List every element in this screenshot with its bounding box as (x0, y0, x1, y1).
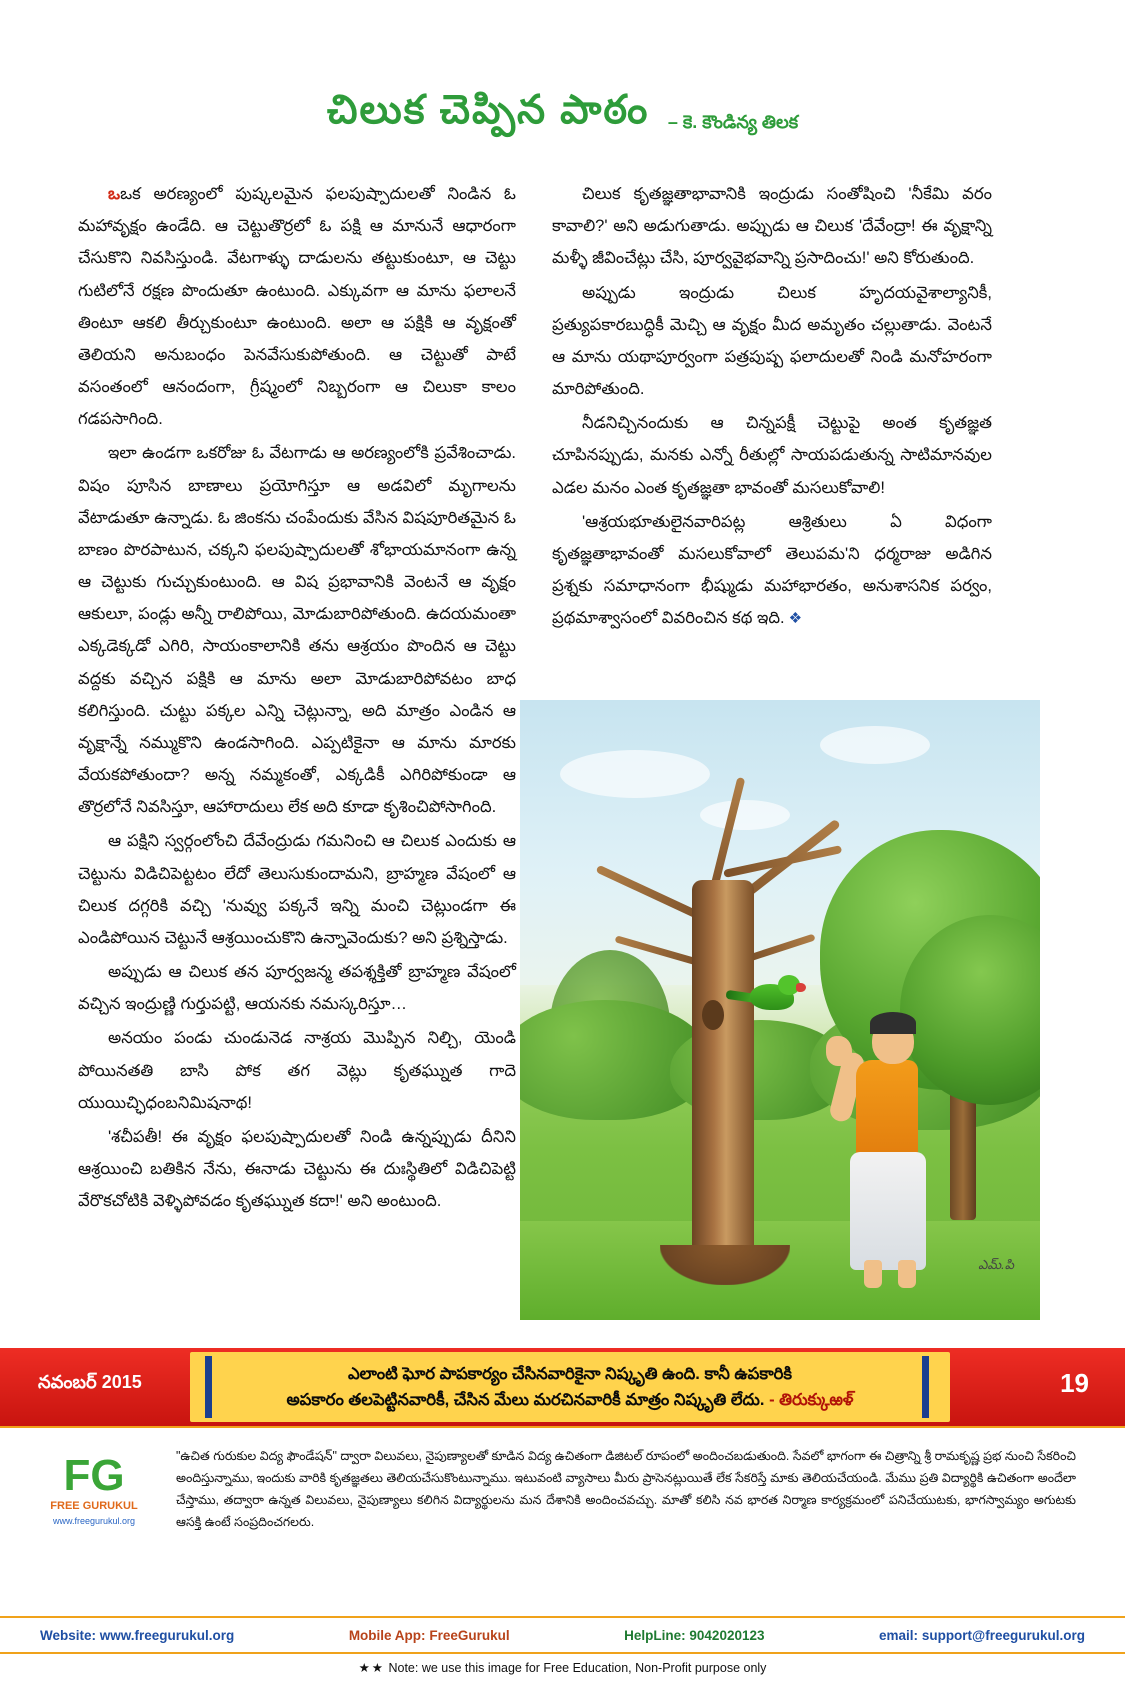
page-number: 19 (1060, 1368, 1089, 1398)
contact-email-value[interactable]: support@freegurukul.org (921, 1628, 1085, 1643)
quote-line-1: ఎలాంటి ఘోర పాపకార్యం చేసినవారికైనా నిష్కృతి ఉంది. కానీ ఉపకారికి (347, 1364, 793, 1383)
contact-helpline-label: HelpLine: (624, 1628, 686, 1643)
paragraph (78, 178, 516, 435)
cloud (820, 726, 930, 764)
note-star-icon: ★★ (358, 1661, 385, 1675)
usage-note-text: Note: we use this image for Free Education, Non-Profit purpose only (388, 1661, 767, 1675)
parrot-beak (796, 983, 806, 992)
footer-divider (0, 1652, 1125, 1654)
quote-box (190, 1352, 950, 1422)
paragraph: 'శచీపతీ! ఈ వృక్షం ఫలపుష్పాదులతో నిండి ఉన్నప్పుడు దీనిని ఆశ్రయించి బతికిన నేను, ఈనాడు చెట్టును ఈ దుఃస్థితిలో విడిచిపెట్టి వేరొకచోటికి వెళ్ళిపోవడం కృతఘ్నుత కదా!' అని అంటుంది. (78, 1127, 516, 1211)
article-header (0, 88, 1125, 143)
article-column-right (552, 178, 992, 636)
cloud (700, 800, 790, 830)
paragraph: అప్పుడు ఆ చిలుక తన పూర్వజన్మ తపశ్శక్తితో బ్రాహ్మణ వేషంలో వచ్చిన ఇంద్రుణ్ణి గుర్తుపట్టి, ఆయనకు నమస్కరిస్తూ… (78, 963, 516, 1014)
contact-website-label: Website: (40, 1628, 97, 1643)
drop-cap: ఒ (108, 185, 121, 203)
boy-hair (870, 1012, 916, 1034)
logo-url: www.freegurukul.org (52, 1516, 136, 1526)
page-title: చిలుక చెప్పిన పాఠం (326, 88, 650, 132)
paragraph: చిలుక కృతజ్ఞతాభావానికి ఇంద్రుడు సంతోషించి 'నీకేమి వరం కావాలి?' అని అడుగుతాడు. అప్పుడు ఆ చిలుక 'దేవేంద్రా! ఈ వృక్షాన్ని మళ్ళీ జీవించేట్లు చేసి, పూర్వవైభవాన్ని ప్రసాదించు!' అని కోరుతుంది. (552, 185, 992, 268)
end-mark: ❖ (788, 610, 803, 628)
footer-description: "ఉచిత గురుకుల విద్య ఫౌండేషన్" ద్వారా విలువలు, నైపుణ్యాలతో కూడిన విద్య ఉచితంగా డిజిటల్ రూపంలో అందించబడుతుంది. సేవలో భాగంగా ఈ చిత్రాన్ని శ్రీ రామకృష్ణ ప్రభ నుంచి సేకరించి అందిస్తున్నాము, ఇందుకు వారికి కృతజ్ఞతలు తెలియచేసుకొంటున్నాము. ఇటువంటి వ్యాసాలు మీరు ప్రాసెనట్లుయితే లేక సేకరిస్తే మాకు తెలియచేయండి. మేము ప్రతి విద్యార్థికి ఉచితంగా అందేలా చేస్తాము, తద్వారా ఉన్నత విలువలు, నైపుణ్యాలు కలిగిన విద్యార్థులను మన దేశానికి అందించవచ్చు. మాతో కలిసి నవ భారత నిర్మాణ కార్యక్రమంలో పనిచేయుటకు, భాగస్వామ్యం అగుటకు ఆసక్తి ఉంటే సంప్రదించగలరు. (176, 1449, 1076, 1529)
quote-divider-left (205, 1356, 212, 1418)
article-illustration (520, 700, 1040, 1320)
contact-email[interactable] (879, 1628, 1085, 1643)
contact-bar (0, 1616, 1125, 1643)
trunk-hollow (702, 1000, 724, 1030)
logo-subtitle: FREE GURUKUL (50, 1500, 138, 1512)
logo-mark: FG (63, 1451, 125, 1500)
verse-quote: అనయం పండు చుండునెడ నాశ్రయ మొప్పిన నిల్చి, యెండి పోయినతతి బాసి పోక తగ వెట్లు కృతఘ్నుత గాదె యుయిచ్ఛిధంబనిమిషనాథ! (78, 1029, 516, 1112)
contact-website[interactable] (40, 1628, 234, 1643)
illustration-signature: ఎమ్.పి (978, 1257, 1014, 1272)
article-column-left (78, 178, 516, 1220)
cloud (560, 750, 710, 798)
quote-divider-right (922, 1356, 929, 1418)
article-author: – కె. కౌండిన్య తిలక (667, 112, 799, 132)
usage-note (0, 1660, 1125, 1675)
boy-foot (898, 1260, 916, 1288)
contact-helpline[interactable] (624, 1628, 764, 1643)
quote-text (286, 1361, 853, 1414)
contact-helpline-value[interactable]: 9042020123 (689, 1628, 765, 1643)
footer (0, 1426, 1125, 1704)
contact-app-value[interactable]: FreeGurukul (429, 1628, 510, 1643)
quote-author: - తిరుక్కుఱళ్ (769, 1391, 854, 1409)
paragraph-text: ఒక అరణ్యంలో పుష్కలమైన ఫలపుష్పాదులతో నిండిన ఓ మహావృక్షం ఉండేది. ఆ చెట్టుతొర్రలో ఓ పక్షి ఆ మానునే ఆధారంగా చేసుకొని నివసిస్తుండి. వేటగాళ్ళు దాడులను తట్టుకుంటూ, ఆ చెట్టు గుటిలోనే రక్షణ పొందుతూ ఉంటుంది. ఎక్కువగా ఆ మాను ఫలాలనే తింటూ ఆకలి తీర్చుకుంటూ ఉంటుంది. అలా ఆ పక్షికి ఆ వృక్షంతో తెలియని అనుబంధం పెనవేసుకుపోతుంది. ఆ చెట్టుతో పాటే వసంతంలో ఆనందంగా, గ్రీష్మంలో నిబ్బరంగా ఆ చిలుకా కాలం గడపసాగింది. (78, 185, 516, 429)
dry-tree-trunk (692, 880, 754, 1280)
tree-root (660, 1245, 790, 1285)
contact-mobile-app[interactable] (349, 1628, 510, 1643)
paragraph: ఆ పక్షిని స్వర్గంలోంచి దేవేంద్రుడు గమనించి ఆ చిలుక ఎందుకు ఆ చెట్టును విడిచిపెట్టటం లేదో తెలుసుకుందామని, బ్రాహ్మణ వేషంలో ఆ చిలుక దగ్గరికి వచ్చి 'నువ్వు పక్కనే ఇన్ని మంచి చెట్లుండగా ఈ ఎండిపోయిన చెట్టునే ఆశ్రయించుకొని ఉన్నావెందుకు? అని ప్రశ్నిస్తాడు. (78, 832, 516, 947)
contact-email-label: email: (879, 1628, 919, 1643)
boy-hand (826, 1036, 852, 1066)
paragraph: నీడనిచ్చినందుకు ఆ చిన్నపక్షీ చెట్టుపై అంత కృతజ్ఞత చూపినప్పుడు, మనకు ఎన్నో రీతుల్లో సాయపడుతున్న సాటిమానవుల ఎడల మనం ఎంత కృతజ్ఞతా భావంతో మసలుకోవాలి! (552, 414, 992, 497)
paragraph (552, 506, 992, 635)
boy-foot (864, 1260, 882, 1288)
paragraph: ఇలా ఉండగా ఒకరోజు ఓ వేటగాడు ఆ అరణ్యంలోకి ప్రవేశించాడు. విషం పూసిన బాణాలు ప్రయోగిస్తూ ఆ అడవిలో మృగాలను వేటాడుతూ ఉన్నాడు. ఓ జింకను చంపేందుకు వేసిన విషపూరితమైన ఓ బాణం పొరపాటున, చక్కని ఫలపుష్పాదులతో శోభాయమానంగా ఉన్న ఆ చెట్టుకు గుచ్చుకుంటుంది. ఆ విష ప్రభావానికి వెంటనే ఆ వృక్షం ఆకులూ, పండ్లు అన్నీ రాలిపోయి, మోడుబారిపోతుంది. ఉదయమంతా ఎక్కడెక్కడో ఎగిరి, సాయంకాలానికి తను ఆశ్రయం పొందిన ఆ చెట్టు వద్దకు వచ్చిన పక్షికి ఆ మాను అలా మోడుబారిపోవటం బాధ కలిగిస్తుంది. చుట్టు పక్కల ఎన్ని చెట్లున్నా, అది మాత్రం ఎండిన ఆ వృక్షాన్నే నమ్ముకొని ఉండసాగింది. ఎప్పటికైనా ఆ మాను మారకు వేయకపోతుందా? అన్న నమ్మకంతో, ఎక్కడికీ ఎగిరిపోకుండా ఆ తొర్రలోనే నివసిస్తూ, ఆహారాదులు లేక అది కూడా కృశించిపోసాగింది. (78, 444, 516, 817)
contact-app-label: Mobile App: (348, 1628, 426, 1643)
organization-logo (34, 1451, 154, 1526)
paragraph: అప్పుడు ఇంద్రుడు చిలుక హృదయవైశాల్యానికీ, ప్రత్యుపకారబుద్ధికీ మెచ్చి ఆ వృక్షం మీద అమృతం చల్లుతాడు. వెంటనే ఆ మాను యథాపూర్వంగా పత్రపుష్ప ఫలాదులతో నిండి మనోహరంగా మారిపోతుంది. (552, 283, 992, 399)
boy-dhoti (850, 1152, 926, 1270)
issue-date: నవంబర్ 2015 (38, 1372, 142, 1392)
contact-website-value[interactable]: www.freegurukul.org (99, 1628, 235, 1643)
paragraph-text: 'ఆశ్రయభూతులైనవారిపట్ల ఆశ్రితులు ఏ విధంగా కృతజ్ఞతాభావంతో మసలుకోవాలో తెలుపమ'ని ధర్మరాజు అడిగిన ప్రశ్నకు సమాధానంగా భీష్ముడు మహాభారతం, అనుశాసనిక పర్వం, ప్రథమాశ్వాసంలో వివరించిన కథ ఇది. (552, 512, 992, 628)
quote-line-2: అపకారం తలపెట్టినవారికీ, చేసిన మేలు మరచినవారికీ మాత్రం నిష్కృతి లేదు. (286, 1391, 765, 1409)
